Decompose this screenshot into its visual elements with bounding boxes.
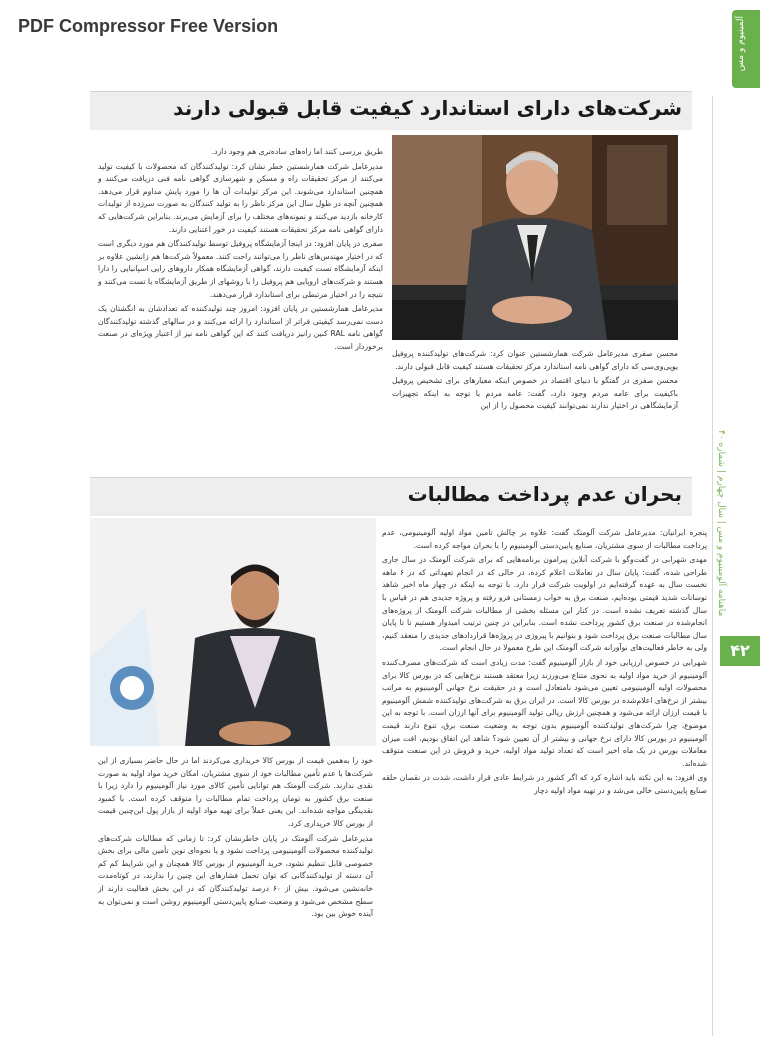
running-footer: ماهنامه آلومینیوم و مس | سال چهارم | شماره ۴۰	[716, 430, 726, 617]
article2-paragraph: وی افزود: به این نکته باید اشاره کرد که اگر کشور در شرایط عادی قرار داشت، شدت در نقصان حلقه صنایع پایین‌دستی خالی می‌شد و در تهیه مواد اولیه دچار	[382, 773, 707, 795]
article2-paragraph: شهرابی در خصوص ارزیابی خود از بازار آلومینیوم گفت: مدت زیادی است که شرکت‌های مصرف‌کننده آلومینیوم از خرید مواد اولیه به نحوی متناع می‌ورزند زیرا معتقد هستند نرخ‌هایی که در بورس کالا برای محصولات اولیه آلومینیومی تعیین می‌شود نامتعادل است و در حقیقت نرخ جهانی آلومینیوم به مراتب بیشتر از نرخ‌های اعلام‌شده در بورس کالا است. در ایران برق به شرکت‌های تولیدکننده شمش آلومینیوم با قیمت ارزان ارائه می‌شود و همچنین ارزش ریالی تولید آلومینیوم برای آنها ارزان است. با توجه به این موضوع، چرا شرکت‌های تولیدکننده آلومینیوم بدون توجه به وضعیت صنعت برق، تنوع دارند قیمت آلومینیوم در بورس کالا دارای نرخ جهانی و بیشتر از آن تعیین شود؟ شاهد این اتفاق بودیم، افت میزان معاملات بورس در یک ماه اخیر است که تعداد تولید مواد اولیه، خرید و فروش در این صنعت متوقف شده‌اند.	[382, 657, 707, 768]
article1-photo	[392, 135, 678, 340]
article2-paragraph: مدیرعامل شرکت آلومتک در پایان خاطرنشان کرد: تا زمانی که مطالبات شرکت‌های تولیدکننده محصولات آلومینیومی پرداخت نشود و یا نحوه‌ای نوین تأمین مالی برای بخش خصوصی قابل تنظیم نشود، خرید آلومینیوم از بورس کالا همچنان و این شرایط کم کم آن دسته از تولیدکنندگانی که توان تحمل فشارهای این چنین را ندارند، در کوتاه‌مدت خانه‌نشین می‌شود. بیش از ۶۰ درصد تولیدکنندگان که در این بخش فعالیت دارند از سطح مشخص می‌شود و وضعیت صنایع پایین‌دستی آلومینیوم روشن است و نمی‌توان به آینده خوش بین بود.	[98, 833, 373, 919]
watermark: PDF Compressor Free Version	[18, 16, 279, 36]
section-tab-label: آلمینیوم و مس	[736, 16, 746, 72]
page-number: ۴۲	[720, 636, 760, 666]
article1-text-column	[98, 146, 383, 356]
article1-paragraph: مدیرعامل همارشستین در پایان افزود: امروز چند تولیدکننده که تعدادشان به انگشتان یک دست نمی‌رسد کیفیتی فراتر از استاندارد را ارائه می‌کنند و در سالهای گذشته تولیدکنندگان گواهی نامه RAL کنین رانیز دریافت کنند که این گواهی نامه نیز از اعتبار ویژه‌ای در صنعت برخوردار است.	[98, 304, 383, 351]
article2-paragraph: خود را به‌همین قیمت از بورس کالا خریداری می‌کردند اما در حال حاضر بسیاری از این شرکت‌ها با عدم تأمین مطالبات خود از سوی مشتریان، امکان خرید مواد اولیه به صورت نقدی ندارند. شرکت آلومتک هم توانایی تأمین کالای مورد نیاز آلومینیوم را دارد زیرا با صنعت برق کشور به تومان پرداخت تمام مطالبات را متوقف کرده است. با کمبود نقدینگی مواجه شده‌اند. این یعنی عملاً برای تهیه مواد اولیه از بازار پول این‌چنین قیمت از بورس کالا خریداری کرد.	[98, 756, 373, 828]
section-tab	[732, 10, 760, 88]
article1-intro-paragraph: محسن صفری در گفتگو با دنیای اقتصاد در خصوص اینکه معیارهای برای تشخیص پروفیل باکیفیت برای عامه مردم وجود دارد، گفت: عامه مردم با توجه به اینکه تجهیزات آزمایشگاهی در اختیار ندارند نمی‌توانند کیفیت محصول را از این	[392, 376, 678, 411]
article2-text-column-right	[382, 527, 707, 799]
article2-text-column-left	[98, 755, 373, 923]
article2-photo	[90, 518, 376, 746]
article1-paragraph: طریق بررسی کنند اما راه‌های ساده‌تری هم وجود دارد.	[211, 147, 383, 156]
article2-paragraph: پنجره ایرانیان: مدیرعامل شرکت آلومتک گفت: علاوه بر چالش تامین مواد اولیه آلومینیومی، عدم پرداخت مطالبات از سوی مشتریان، صنایع پایین‌دستی آلومینیوم را با بحران مواجه کرده است.	[382, 528, 707, 550]
article1-intro	[392, 348, 678, 413]
article1-intro-paragraph: محسن صفری مدیرعامل شرکت همارشستین عنوان کرد: شرکت‌های تولیدکننده پروفیل یوپی‌وی‌سی که دارای گواهی نامه استاندارد مرکز تحقیقات هستند کیفیت قابل قبولی دارند.	[392, 349, 678, 371]
side-divider	[712, 96, 713, 1036]
article1-title: شرکت‌های دارای استاندارد کیفیت قابل قبولی دارند	[173, 96, 682, 120]
article1-title-bar	[90, 91, 692, 130]
article2-paragraph: مهدی شهرابی در گفت‌وگو با شرکت آنلاین پیرامون برنامه‌هایی که برای شرکت آلومتک در سال جاری طراحی شده، گفت: پایان سال در تعاملات اعلام کرده، در حالی که در انجام تعهداتی که در ۶ ماهه نخست سال به عهده گرفته‌ایم در اولویت شرکت قرار دارد. با توجه به اینکه در چهار ماه اخیر شاهد نوسانات شدید قیمتی بوده‌ایم، صنعت برق به خواب زمستانی فرو رفته و پروژه جدیدی هم در قیاس با سال گذشته تعریف نشده است. در کنار این مسئله بخشی از مطالبات شرکت آلومتک از پروژه‌های انجام‌شده در صنعت برق کشور پرداخت نشده است. بنابراین در چنین ترتیب امیدوار هستیم تا تا پایان سال مطالبات صنعت برق پرداخت شود و بتوانیم با پیروزی در پروژه‌ها قراردادهای جدیدی را منعقد کنیم، ولی به خاطر فعالیت‌های نوآورانه شرکت آلومتک این طرح معمولا در حال انجام است.	[382, 555, 707, 653]
article2-title: بحران عدم پرداخت مطالبات	[407, 482, 682, 506]
article1-paragraph: مدیرعامل شرکت همارشستین خطر نشان کرد: تولیدکنندگان که محصولات با کیفیت تولید می‌کنند از مرکز تحقیقات راه و مسکن و شهرسازی گواهی نامه فنی دریافت می‌کنند و همچنین استاندارد می‌شوند. این مرکز تولیدات آن ها را مورد پایش مداوم قرار می‌دهد. همچنین آنچه در طول سال این مرکز ناظر را به تولید کنندگان به صورت سرزده از تولیدات کارخانه بازدید می‌کنند و نمونه‌های مختلف را برای آزمایش می‌برند. بنابراین شرکت‌هایی که دارای گواهی نامه مرکز تحقیقات هستند کیفیت در خور اعتنایی دارند.	[98, 161, 383, 234]
article1-paragraph: صفری در پایان افزود: در اینجا آزمایشگاه پروفیل توسط تولیدکنندگان هم مورد دیگری است که در اختیار مهندس‌های ناظر را می‌توانند راحت کنند. معمولاً شرکت‌ها هم زانشین علاوه بر اینکه آزمایشگاه تست کیفیت دارند، گواهی آزمایشگاه همکار داروهای رایی اسپانیایی را دارا هستند و شرکت‌های اروپایی هم پروفیل را با روشهای از طریق آزمایشگاه با تست می‌کنند و نتیجه را در اختیار مرتبطی برای استاندارد قرار می‌دهند.	[98, 239, 383, 299]
article2-title-bar	[90, 477, 692, 516]
